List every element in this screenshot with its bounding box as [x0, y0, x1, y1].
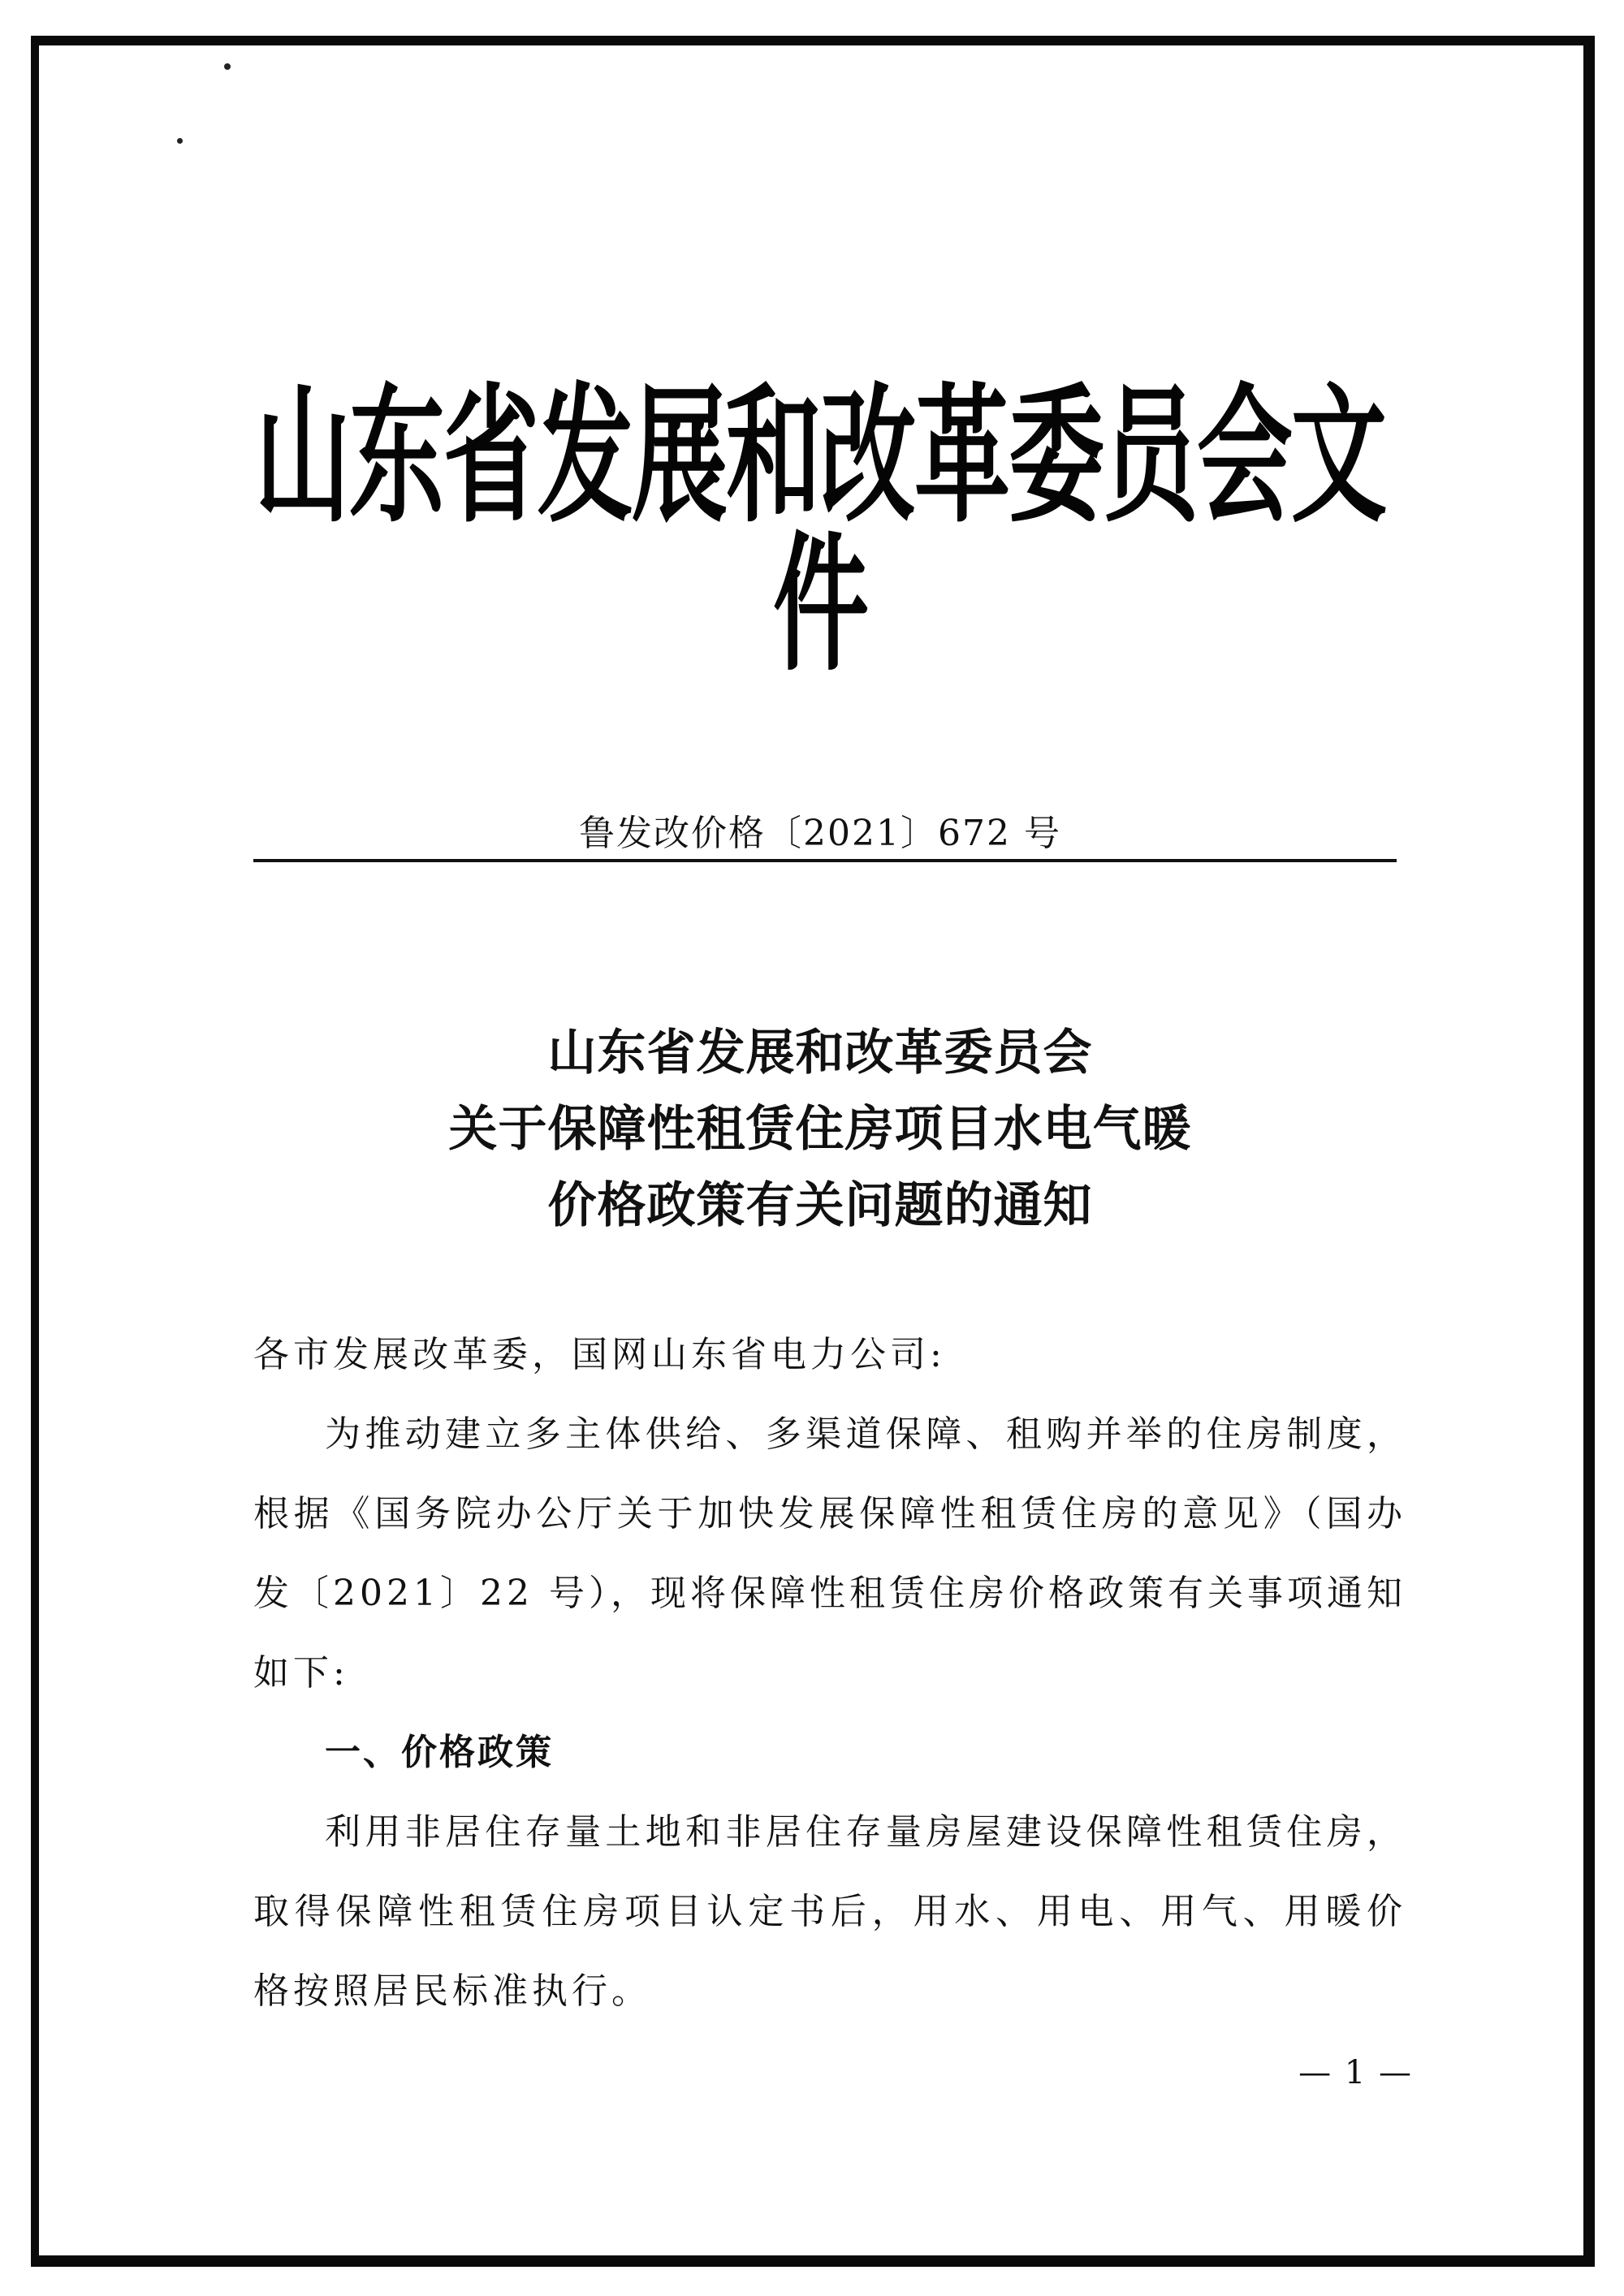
section-heading: 一、价格政策 — [325, 1732, 554, 1773]
scan-speck — [177, 138, 183, 144]
page-number: — 1 — — [1298, 2054, 1413, 2091]
scan-border-bottom — [31, 2255, 1595, 2267]
separator-rule — [253, 859, 1397, 862]
title-line: 山东省发展和改革委员会 — [547, 1025, 1093, 1081]
notice-title — [244, 1015, 1397, 1244]
paragraph: 为推动建立多主体供给、多渠道保障、租购并举的住房制度，根据《国务院办公厅关于加快发展保障性租赁住房的意见》（国办发〔2021〕22 号），现将保障性租赁住房价格政策有关事项通知如下: — [253, 1413, 1406, 1694]
title-line: 价格政策有关问题的通知 — [547, 1177, 1093, 1234]
scan-speck — [224, 63, 231, 70]
title-line: 关于保障性租赁住房项目水电气暖 — [448, 1101, 1192, 1158]
scan-border-top — [31, 36, 1588, 45]
document-number: 鲁发改价格〔2021〕672 号 — [579, 813, 1061, 854]
scan-border-left — [31, 36, 39, 2260]
addressee: 各市发展改革委，国网山东省电力公司: — [253, 1334, 946, 1375]
masthead-title: 山东省发展和改革委员会文件 — [254, 369, 1385, 692]
notice-body — [253, 1315, 1406, 2031]
paragraph: 利用非居住存量土地和非居住存量房屋建设保障性租赁住房，取得保障性租赁住房项目认定书后，用水、用电、用气、用暖价格按照居民标准执行。 — [253, 1811, 1406, 2012]
scan-border-right — [1583, 36, 1595, 2260]
